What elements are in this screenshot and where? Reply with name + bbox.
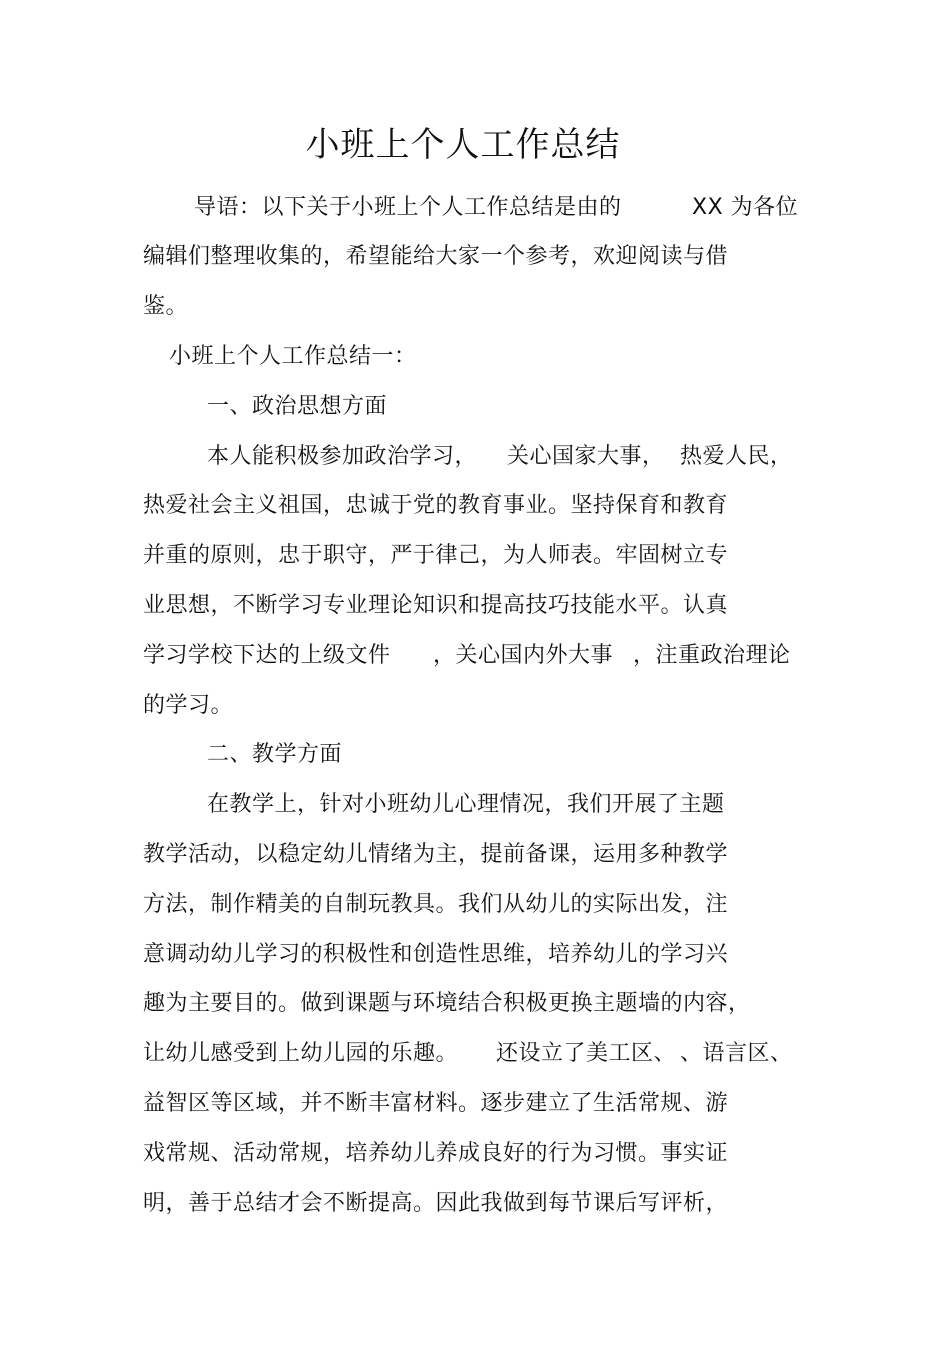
subheading-teaching: 二、教学方面 xyxy=(207,742,343,767)
teaching-line-8: 戏常规、活动常规，培养幼儿养成良好的行为习惯。事实证 xyxy=(143,1141,729,1166)
politics-line-2: 热爱社会主义祖国，忠诚于党的教育事业。坚持保育和教育 xyxy=(143,493,729,518)
politics-line-6: 的学习。 xyxy=(143,693,234,718)
politics-line-5c: ，注重政治理论 xyxy=(633,643,791,668)
politics-line-4: 业思想，不断学习专业理论知识和提高技巧技能水平。认真 xyxy=(143,593,729,618)
politics-line-1b: 关心国家大事， xyxy=(507,444,665,469)
teaching-line-1: 在教学上，针对小班幼儿心理情况，我们开展了主题 xyxy=(207,792,725,817)
teaching-line-4: 意调动幼儿学习的积极性和创造性思维，培养幼儿的学习兴 xyxy=(143,942,729,967)
teaching-line-6b: 还设立了美工区、 xyxy=(496,1041,677,1066)
politics-line-5b: ，关心国内外大事 xyxy=(433,643,614,668)
teaching-line-7: 益智区等区域，并不断丰富材料。逐步建立了生活常规、游 xyxy=(143,1091,729,1116)
politics-line-3: 并重的原则，忠于职守，严于律己，为人师表。牢固树立专 xyxy=(143,543,729,568)
teaching-line-2: 教学活动，以稳定幼儿情绪为主，提前备课，运用多种教学 xyxy=(143,842,729,867)
intro-line-3: 鉴。 xyxy=(143,294,189,319)
teaching-line-6c: 、语言区、 xyxy=(680,1041,793,1066)
politics-line-5a: 学习学校下达的上级文件 xyxy=(143,643,391,668)
section-heading: 小班上个人工作总结一： xyxy=(169,344,417,369)
document-title: 小班上个人工作总结 xyxy=(305,125,621,165)
teaching-line-9: 明，善于总结才会不断提高。因此我做到每节课后写评析， xyxy=(143,1191,729,1216)
intro-line-1: 导语：以下关于小班上个人工作总结是由的 xyxy=(194,195,622,220)
politics-line-1c: 热爱人民， xyxy=(680,444,793,469)
teaching-line-5: 趣为主要目的。做到课题与环境结合积极更换主题墙的内容， xyxy=(143,991,751,1016)
subheading-politics: 一、政治思想方面 xyxy=(207,394,388,419)
intro-line-2: 编辑们整理收集的，希望能给大家一个参考，欢迎阅读与借 xyxy=(143,244,729,269)
politics-line-1a: 本人能积极参加政治学习， xyxy=(207,444,478,469)
teaching-line-6a: 让幼儿感受到上幼儿园的乐趣。 xyxy=(143,1041,459,1066)
teaching-line-3: 方法，制作精美的自制玩教具。我们从幼儿的实际出发，注 xyxy=(143,892,729,917)
intro-line-1-tail: XX 为各位 xyxy=(692,195,799,220)
